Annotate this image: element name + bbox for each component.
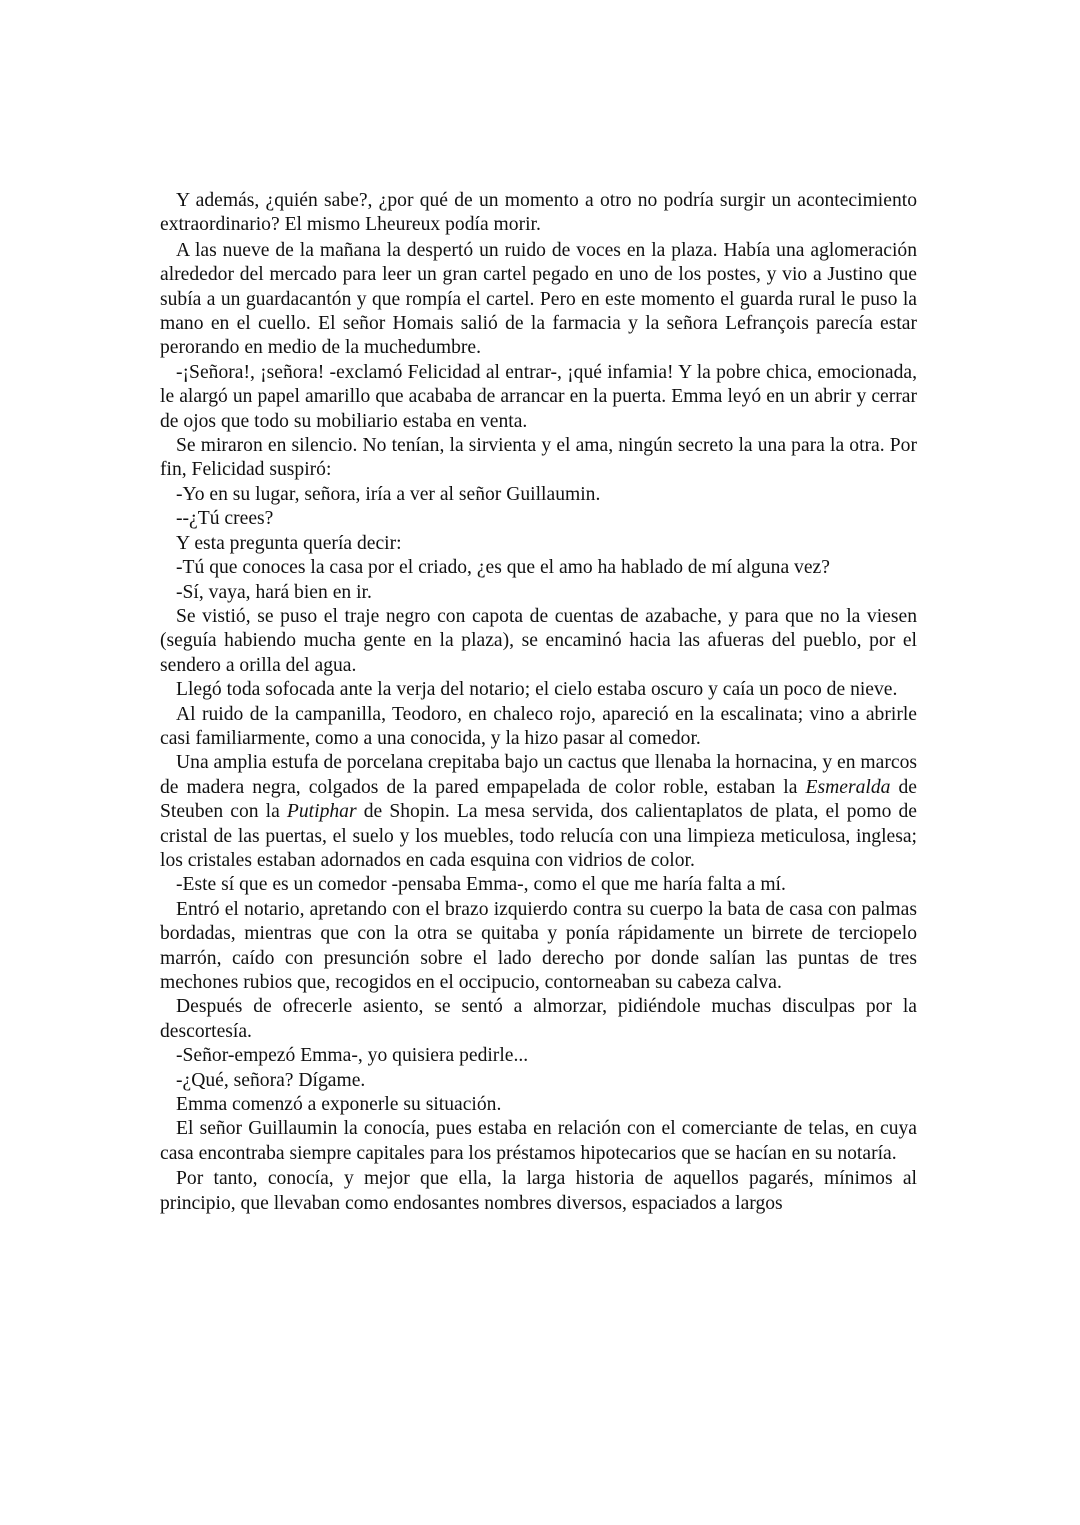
paragraph: -¡Señora!, ¡señora! -exclamó Felicidad al entrar-, ¡qué infamia! Y la pobre chica, emocionada, le alargó un papel amarillo que acababa de arrancar en la puerta. Emma leyó en un abrir y cerrar de ojos que todo su mobiliario estaba en venta. (160, 361, 917, 432)
paragraph: Después de ofrecerle asiento, se sentó a almorzar, pidiéndole muchas disculpas por la descortesía. (160, 996, 917, 1042)
paragraph: -Señor-empezó Emma-, yo quisiera pedirle... (176, 1045, 529, 1067)
paragraph: El señor Guillaumin la conocía, pues estaba en relación con el comerciante de telas, en cuya casa encontraba siempre capitales para los préstamos hipotecarios que se hacían en su notaría. (160, 1118, 917, 1164)
paragraph: -Este sí que es un comedor -pensaba Emma-, como el que me haría falta a mí. (176, 874, 786, 896)
paragraph (160, 751, 917, 873)
paragraph-text: de Steuben con la (160, 776, 917, 823)
paragraph: Y además, ¿quién sabe?, ¿por qué de un momento a otro no podría surgir un acontecimiento extraordinario? El mismo Lheureux podía morir. (160, 190, 917, 236)
paragraph: A las nueve de la mañana la despertó un ruido de voces en la plaza. Había una aglomeración alrededor del mercado para leer un gran cartel pegado en uno de los postes, y vio a Justino que subía a un guardacantón y que rompía el cartel. Pero en este momento el guarda rural le puso la mano en el cuello. El señor Homais salió de la farmacia y la señora Lefrançois parecía estar perorando en medio de la muchedumbre. (160, 239, 917, 359)
paragraph: -Tú que conoces la casa por el criado, ¿es que el amo ha hablado de mí alguna vez? (176, 557, 830, 579)
paragraph: -Sí, vaya, hará bien en ir. (176, 581, 372, 603)
paragraph-text: Una amplia estufa de porcelana crepitaba bajo un cactus que llenaba la hornacina, y en marcos de madera negra, colgados de la pared empapelada de color roble, estaban la (160, 752, 917, 798)
document-page (160, 189, 917, 1216)
paragraph: Se miraron en silencio. No tenían, la sirvienta y el ama, ningún secreto la una para la otra. Por fin, Felicidad suspiró: (160, 435, 917, 481)
italic-title-esmeralda: Esmeralda (805, 776, 891, 798)
paragraph: -¿Qué, señora? Dígame. (176, 1069, 366, 1091)
paragraph: Se vistió, se puso el traje negro con capota de cuentas de azabache, y para que no la viesen (seguía habiendo mucha gente en la plaza), se encaminó hacia las afueras del pueblo, por el sendero a orilla del agua. (160, 605, 917, 676)
paragraph: --¿Tú crees? (176, 508, 274, 530)
paragraph: Llegó toda sofocada ante la verja del notario; el cielo estaba oscuro y caía un poco de nieve. (176, 679, 898, 701)
italic-title-putiphar: Putiphar (286, 801, 357, 823)
paragraph: Emma comenzó a exponerle su situación. (176, 1094, 502, 1116)
paragraph: Y esta pregunta quería decir: (176, 532, 402, 554)
paragraph: Entró el notario, apretando con el brazo izquierdo contra su cuerpo la bata de casa con palmas bordadas, mientras que con la otra se quitaba y ponía rápidamente un birrete de terciopelo marrón, caído con presunción sobre el lado derecho por donde salían las puntas de tres mechones rubios que, recogidos en el occipucio, contorneaban su cabeza calva. (160, 898, 917, 993)
paragraph: -Yo en su lugar, señora, iría a ver al señor Guillaumin. (176, 483, 601, 505)
paragraph: Al ruido de la campanilla, Teodoro, en chaleco rojo, apareció en la escalinata; vino a abrirle casi familiarmente, como a una conocida, y la hizo pasar al comedor. (160, 703, 917, 749)
paragraph-text: de Shopin. La mesa servida, dos calientaplatos de plata, el pomo de cristal de las puertas, el suelo y los muebles, todo relucía con una limpieza meticulosa, inglesa; los cristales estaban adornados en cada esquina con vidrios de color. (160, 801, 917, 871)
paragraph: Por tanto, conocía, y mejor que ella, la larga historia de aquellos pagarés, mínimos al principio, que llevaban como endosantes nombres diversos, espaciados a largos (160, 1168, 917, 1214)
